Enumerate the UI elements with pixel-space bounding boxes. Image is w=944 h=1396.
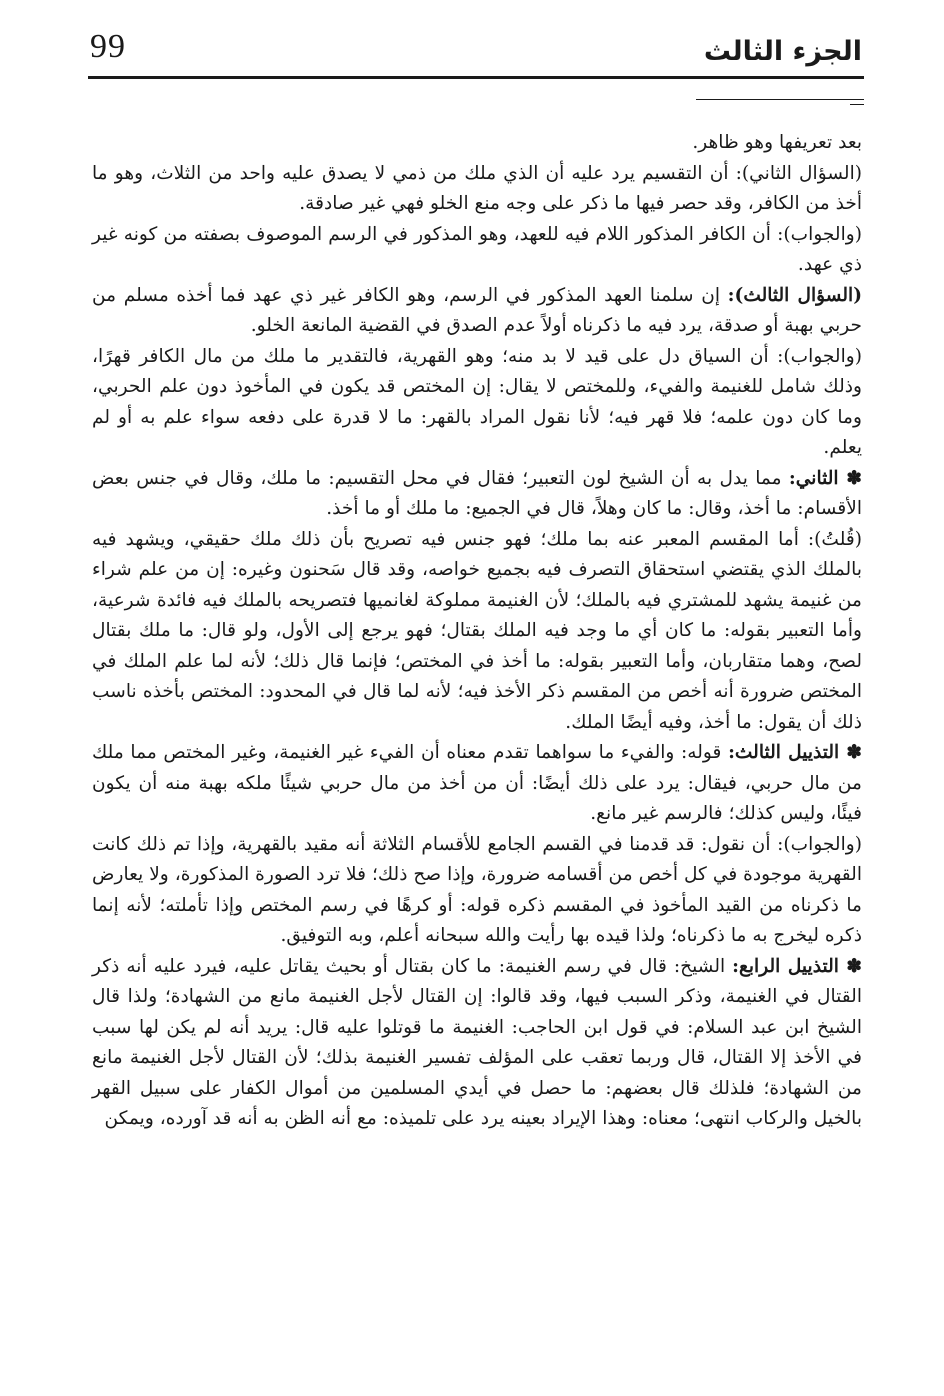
paragraph <box>92 830 862 952</box>
paragraph-text: (قُلتُ): أما المقسم المعبر عنه بما ملك؛ فهو جنس فيه تصريح بأن ذلك ملك حقيقي، ويشهد فيه بالملك الذي يقتضي استحقاق التصرف فيه بجميع خواصه، وقد قال سَحنون وغيره: إن من علم شراء من غنيمة يشهد للمشتري فيه بالملك؛ لأن الغنيمة مملوكة لغانميها فتصريحه بالملك فيه فائدة شرعية، وأما التعبير بقوله: ما كان أي ما وجد فيه الملك بقتال؛ فهو يرجع إلى الأول، ولو قال: ما ملك بقتال لصح، وهما متقاربان، وأما التعبير بقوله: ما أخذ في المختص؛ فإنما قال ذلك؛ لأنه لما علم الملك في المختص ضرورة أنه أخص من المقسم ذكر الأخذ فيه؛ لأنه لما قال في المحدود: المختص بأخذه ناسب ذلك أن يقول: ما أخذ، وفيه أيضًا الملك. <box>92 528 862 733</box>
paragraph-text: إن سلمنا العهد المذكور في الرسم، وهو الكافر غير ذي عهد فما أخذه مسلم من حربي بهبة أو صدقة، يرد فيه ما ذكرناه أولاً عدم الصدق في القضية المانعة الخلو. <box>92 284 862 336</box>
paragraph-text: بعد تعريفها وهو ظاهر. <box>692 132 862 153</box>
paragraph-text: (والجواب): أن الكافر المذكور اللام فيه للعهد، وهو المذكور في الرسم الموصوف بصفته من كونه غير ذي عهد. <box>92 223 862 275</box>
paragraph-label: (السؤال الثالث): <box>727 284 863 306</box>
paragraph-text: (والجواب): أن نقول: قد قدمنا في القسم الجامع للأقسام الثلاثة أنه مقيد بالقهرية، وإذا تم ذلك كانت القهرية موجودة في كل أخص من أقسامه ضرورة، وإذا صح ذلك؛ فلا ترد الصورة المذكورة، ولا يعارض ما ذكرناه من القيد المأخوذ في المقسم ذكره قوله: أو كرهًا في رسم المختص وإذا تأملته؛ لأنه إنما ذكره ليخرج به ما ذكرناه؛ ولذا قيده بها رأيت والله سبحانه أعلم، وبه التوفيق. <box>92 833 862 946</box>
paragraph-text: (والجواب): أن السياق دل على قيد لا بد منه؛ وهو القهرية، فالتقدير ما ملك من مال الكافر قهرًا، وذلك شامل للغنيمة والفيء، وللمختص لا يقال: إن المختص قد يكون في المأخوذ دون علم الحربي، وما كان دون علمه؛ فلا قهر فيه؛ لأنا نقول المراد بالقهر: ما لا قدرة على دفعه سواء علم به أو لم يعلم. <box>92 345 862 458</box>
paragraph <box>92 128 862 159</box>
paragraph <box>92 952 862 1135</box>
paragraph-label: ✽ الثاني: <box>788 467 862 489</box>
paragraph <box>92 525 862 739</box>
paragraph <box>92 281 862 342</box>
paragraph <box>92 342 862 464</box>
paragraph <box>92 159 862 220</box>
paragraph-label: ✽ التذييل الثالث: <box>728 742 862 763</box>
paragraph-text: قوله: والفيء ما سواهما تقدم معناه أن الفيء غير الغنيمة، وغير المختص مما ملك من مال حربي، فيقال: يرد على ذلك أيضًا: أن من أخذ من مال حربي شيئًا ملكه بهبة منه أن يكون فيئًا، وليس كذلك؛ فالرسم غير مانع. <box>92 742 862 824</box>
page-number: 99 <box>90 28 126 65</box>
header-rule <box>88 76 864 79</box>
page-header <box>0 0 944 110</box>
header-subrule-mark <box>850 104 864 105</box>
paragraph-label: ✽ التذييل الرابع: <box>732 955 862 977</box>
paragraph-text: مما يدل به أن الشيخ لون التعبير؛ فقال في محل التقسيم: ما ملك، وقال في جنس بعض الأقسام: ما أخذ، وقال: ما كان وهلاً، قال في الجميع: ما ملك أو ما أخذ. <box>92 467 862 519</box>
paragraph <box>92 738 862 830</box>
body-text <box>92 128 862 1328</box>
paragraph-text: الشيخ: قال في رسم الغنيمة: ما كان بقتال أو بحيث يقاتل عليه، فيرد عليه أنه ذكر القتال في الغنيمة، وذكر السبب فيها، وقد قالوا: إن القتال لأجل الغنيمة مانع من الشهادة؛ ولذا قال الشيخ ابن عبد السلام: في قول ابن الحاجب: الغنيمة ما قوتلوا عليه قال: يريد أنه لم يكن لها سبب في الأخذ إلا القتال، قال وربما تعقب على المؤلف تفسير الغنيمة بذلك؛ لأن القتال لأجل الغنيمة مانع من الشهادة؛ فلذلك قال بعضهم: ما حصل في أيدي المسلمين من أموال الكفار على سبيل القهر بالخيل والركاب انتهى؛ معناه: وهذا الإيراد بعينه يرد على تلميذه: مع أنه الظن به أنه قد آورده، ويمكن <box>92 955 862 1129</box>
paragraph <box>92 220 862 281</box>
paragraph-text: (السؤال الثاني): أن التقسيم يرد عليه أن الذي ملك من ذمي لا يصدق عليه واحد من الثلاث، وهو ما أخذ من الكافر، وقد حصر فيها ما ذكر على وجه منع الخلو فهي غير صادقة. <box>92 162 862 214</box>
header-subrule <box>696 99 864 100</box>
paragraph <box>92 464 862 525</box>
section-title: الجزء الثالث <box>703 36 862 67</box>
